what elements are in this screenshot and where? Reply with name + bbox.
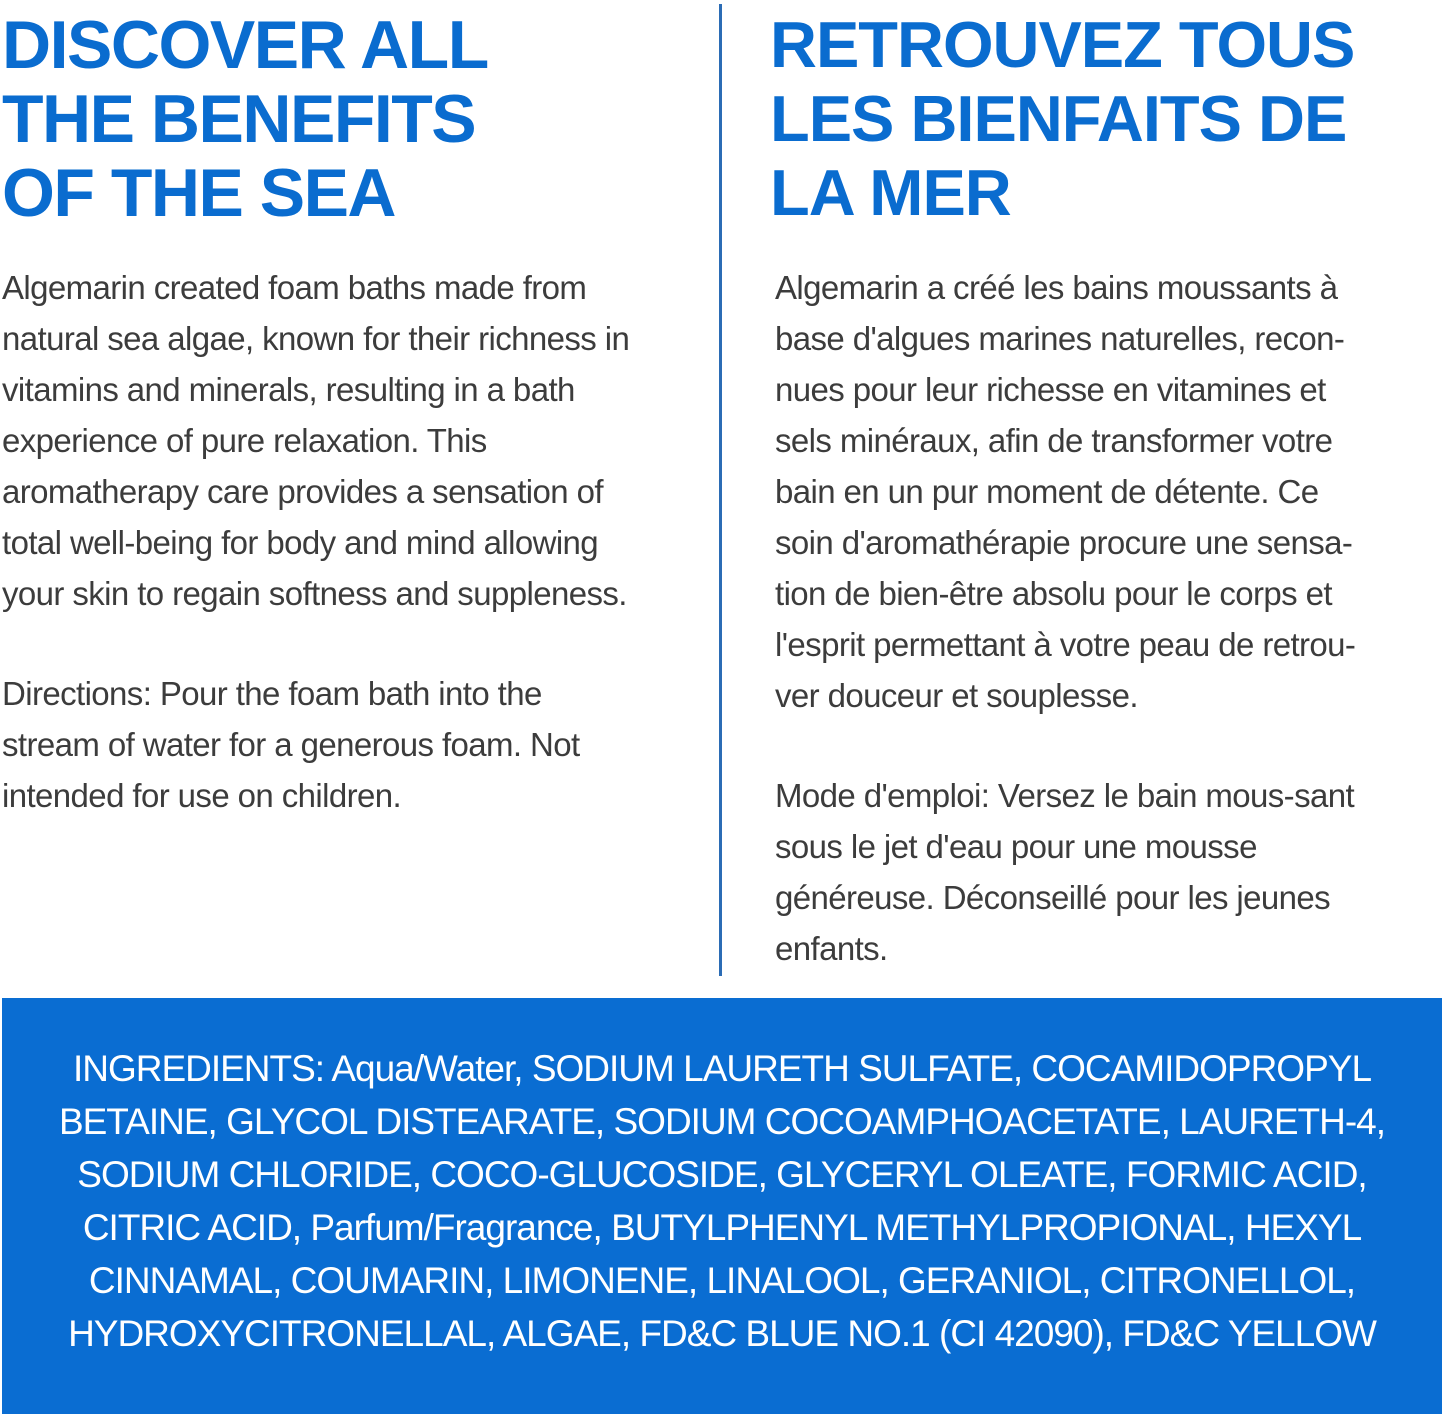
french-description: Algemarin a créé les bains moussants à base d'algues marines naturelles, recon- nues pour leur richesse en vitamines et sels minéraux, afin de transformer votre bain en un pur moment de détente. Ce soin d'aromathérapie procure une sensa- tion de bien-être absolu pour le corps et l'esprit permettant à votre peau de retrou- ver douceur et souplesse.	[775, 269, 1356, 714]
french-column	[770, 0, 1445, 967]
ingredients-panel	[2, 998, 1442, 1414]
english-directions: Directions: Pour the foam bath into the stream of water for a generous foam. Not intended for use on children.	[2, 675, 580, 814]
english-column	[2, 0, 702, 814]
english-heading: DISCOVER ALL THE BENEFITS OF THE SEA	[2, 7, 488, 231]
ingredients-list: INGREDIENTS: Aqua/Water, SODIUM LAURETH SULFATE, COCAMIDOPROPYL BETAINE, GLYCOL DISTEARATE, SODIUM COCOAMPHOACETATE, LAURETH-4, SODIUM CHLORIDE, COCO-GLUCOSIDE, GLYCERYL OLEATE, FORMIC ACID, CITRIC ACID, Parfum/Fragrance, BUTYLPHENYL METHYLPROPIONAL, HEXYL CINNAMAL, COUMARIN, LIMONENE, LINALOOL, GERANIOL, CITRONELLOL, HYDROXYCITRONELLAL, ALGAE, FD&C BLUE NO.1 (CI 42090), FD&C YELLOW	[58, 1048, 1386, 1354]
french-heading: RETROUVEZ TOUS LES BIENFAITS DE LA MER	[770, 8, 1355, 229]
french-directions: Mode d'emploi: Versez le bain mous-sant sous le jet d'eau pour une mousse généreuse. Déconseillé pour les jeunes enfants.	[775, 777, 1355, 967]
column-divider	[719, 4, 722, 976]
english-description: Algemarin created foam baths made from natural sea algae, known for their richness in vitamins and minerals, resulting in a bath experience of pure relaxation. This aromatherapy care provides a sensation of total well-being for body and mind allowing your skin to regain softness and suppleness.	[2, 269, 630, 612]
